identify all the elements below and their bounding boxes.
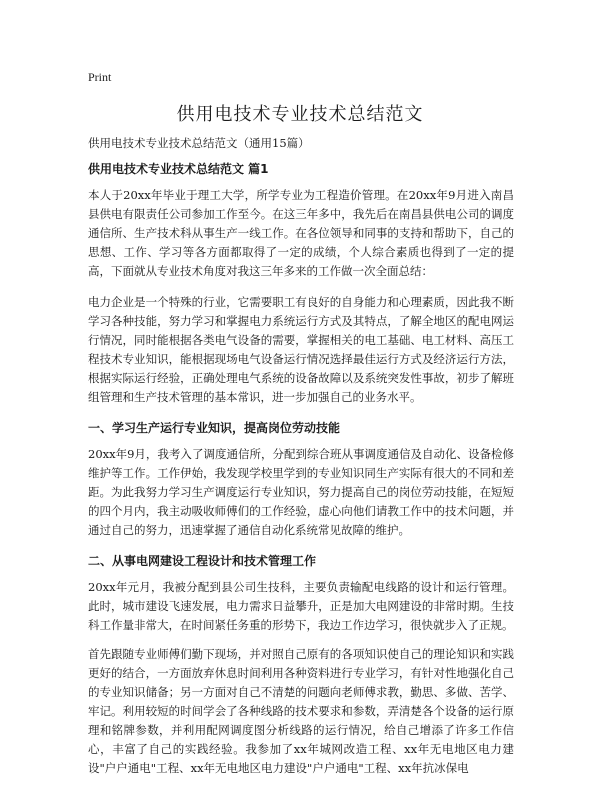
intro-paragraph: 本人于20xx年毕业于理工大学，所学专业为工程造价管理。在20xx年9月进入南昌县供电有限责任公司参加工作至今。在这三年多中，我先后在南昌县供电公司的调度通信所、生产技术科从事生产一线工作。在各位领导和同事的支持和帮助下，自己的思想、工作、学习等各方面都取得了一定的成绩，个人综合素质也得到了一定的提高，下面就从专业技术角度对我这三年多来的工作做一次全面总结： <box>88 188 514 278</box>
body-paragraph: 电力企业是一个特殊的行业，它需要职工有良好的自身能力和心理素质，因此我不断学习各种技能，努力学习和掌握电力系统运行方式及其特点，了解全地区的配电网运行情况，同时能根据各类电气设备的需要，掌握相关的电工基础、电工材料、高压工程技术专业知识，能根据现场电气设备运行情况选择最佳运行方式及经济运行方法，根据实际运行经验，正确处理电气系统的设备故障以及系统突发性事故，初步了解班组管理和生产技术管理的基本常识，进一步加强自己的业务水平。 <box>88 295 514 404</box>
section-heading-1: 一、学习生产运行专业知识，提高岗位劳动技能 <box>88 421 341 435</box>
document-subtitle: 供用电技术专业技术总结范文（通用15篇） <box>88 136 310 150</box>
print-link[interactable]: Print <box>88 70 112 84</box>
document-title: 供用电技术专业技术总结范文 <box>176 104 424 125</box>
section-2-paragraph-1: 20xx年元月，我被分配到县公司生技科，主要负责输配电线路的设计和运行管理。此时，城市建设飞速发展，电力需求日益攀升，正是加大电网建设的非常时期。生技科工作量非常大，在时间紧任务重的形势下，我边工作边学习，很快就步入了正规。 <box>88 580 514 632</box>
section-heading-2: 二、从事电网建设工程设计和技术管理工作 <box>88 554 317 568</box>
article-heading: 供用电技术专业技术总结范文 篇1 <box>88 162 269 176</box>
section-1-paragraph: 20xx年9月，我考入了调度通信所，分配到综合班从事调度通信及自动化、设备检修维护等工作。工作伊始，我发现学校里学到的专业知识同生产实际有很大的不同和差距。为此我努力学习生产调度运行专业知识，努力提高自己的岗位劳动技能，在短短的四个月内，我主动吸收师傅们的工作经验，虚心向他们请教工作中的技术问题，并通过自己的努力，迅速掌握了通信自动化系统常见故障的维护。 <box>88 447 514 537</box>
section-2-paragraph-2: 首先跟随专业师傅们勤下现场，并对照自己原有的各项知识使自己的理论知识和实践更好的结合，一方面放弃休息时间利用各种资料进行专业学习，有针对性地强化自己的专业知识储备；另一方面对自己不清楚的问题向老师傅求教，勤思、多做、苦学、牢记。利用较短的时间学会了各种线路的技术要求和参数，弄清楚各个设备的运行原理和铭牌参数，并利用配网调度图分析线路的运行情况，给自己增添了许多工作信心，丰富了自己的实践经验。我参加了xx年城网改造工程、xx年无电地区电力建设"户户通电"工程、xx年无电地区电力建设"户户通电"工程、xx年抗冰保电 <box>88 647 514 775</box>
document-body <box>88 134 514 790</box>
